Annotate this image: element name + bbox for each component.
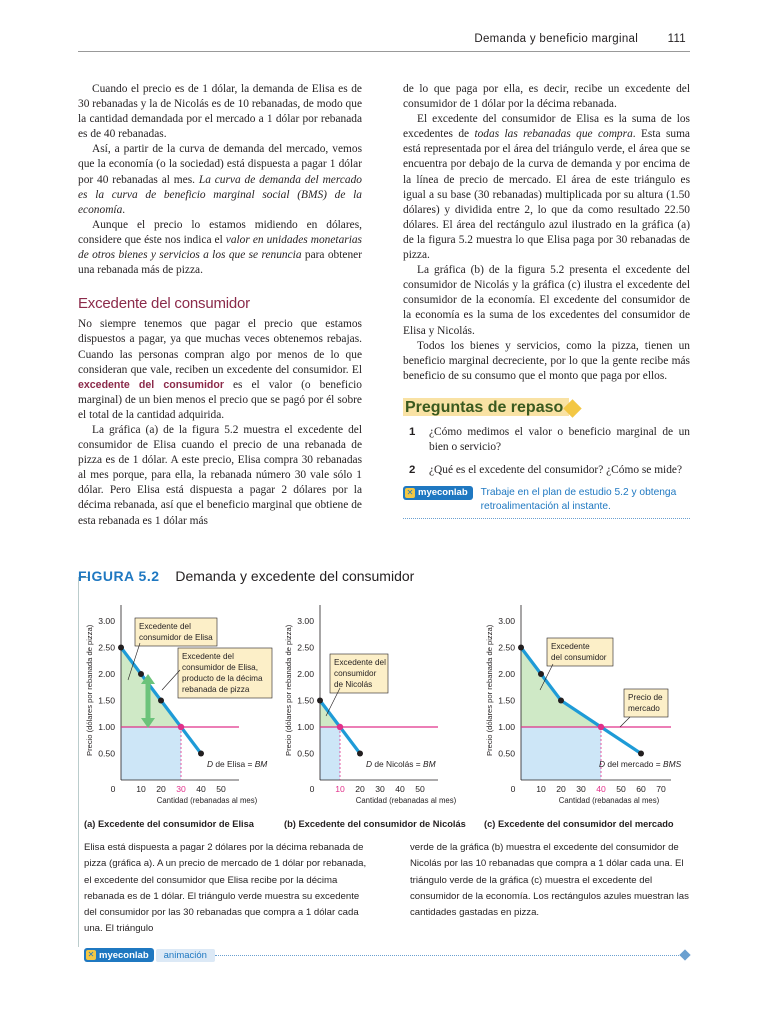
y-tick-label: 0.50	[297, 748, 314, 759]
y-tick-label: 2.50	[297, 642, 314, 653]
y-axis-label: Precio (dólares por rebanada de pizza)	[284, 624, 293, 756]
chart-b-title: (b) Excedente del consumidor de Nicolás	[284, 819, 466, 829]
expenditure-rect	[521, 727, 601, 780]
demand-point	[558, 698, 564, 704]
y-tick-label: 2.00	[98, 669, 115, 679]
review-title: Preguntas de repaso	[403, 398, 569, 416]
equilibrium-point	[337, 724, 343, 730]
demand-point	[357, 751, 363, 757]
myeconlab-badge[interactable]: ✕ myeconlab	[403, 486, 473, 500]
y-tick-label: 0.50	[98, 748, 115, 759]
paragraph: Así, a partir de la curva de demanda del mercado, vemos que la economía (o la sociedad) está dispuesta a pagar 1 dólar por 40 rebanadas al mes. La curva de demanda del mercado es la curva de beneficio marginal social (BMS) de la economía.	[78, 143, 362, 216]
figure-number: FIGURA 5.2	[78, 568, 160, 584]
y-tick-label: 3.00	[297, 616, 314, 626]
y-axis-label: Precio (dólares por rebanada de pizza)	[485, 624, 494, 756]
y-tick-label: 1.00	[297, 722, 314, 732]
animation-button[interactable]: animación	[156, 949, 215, 962]
annotation-tenth-slice-text: Excedente del	[182, 652, 234, 661]
y-tick-label: 3.00	[498, 616, 515, 626]
x-axis-label: Cantidad (rebanadas al mes)	[355, 796, 457, 805]
x-tick-label: 10	[335, 784, 345, 794]
y-tick-label: 1.50	[98, 695, 115, 706]
y-tick-label: 1.00	[98, 722, 115, 732]
chart-c-title: (c) Excedente del consumidor del mercado	[484, 819, 674, 829]
demand-point	[518, 645, 524, 651]
key-term: excedente del consumidor	[78, 378, 224, 391]
y-tick-label: 2.50	[98, 642, 115, 653]
x-tick-label: 50	[616, 784, 626, 794]
y-axis-label: Precio (dólares por rebanada de pizza)	[85, 624, 94, 756]
paragraph: de lo que paga por ella, es decir, recibe un excedente del consumidor de 1 dólar por la décima rebanada.	[403, 83, 690, 111]
x-axis-label: Cantidad (rebanadas al mes)	[156, 796, 258, 805]
equilibrium-point	[598, 724, 604, 730]
paragraph: Aunque el precio lo estamos midiendo en dólares, considere que éste nos indica el valor en unidades monetarias de otros bienes y servicios a los que se renuncia para obtener una rebanada más de pizza.	[78, 218, 362, 277]
y-tick-label: 2.00	[297, 669, 314, 679]
figure-caption-left: Elisa está dispuesta a pagar 2 dólares por la décima rebanada de pizza (gráfica a). A un precio de mercado de 1 dólar por rebanada, el excedente del consumidor que Elisa recibe por la décima rebanada es de 1 dólar. El triángulo verde muestra su excedente del consumidor por las 30 rebanadas que compra a 1 dólar cada una. El triángulo	[84, 842, 367, 935]
paragraph: La gráfica (a) de la figura 5.2 muestra el excedente del consumidor de Elisa cuando el precio de una rebanada de pizza es de 1 dólar. A este precio, Elisa compra 30 rebanadas al mes porque, para ella, la rebanada número 30 vale sólo 1 dólar. Pero Elisa está dispuesta a pagar 2 dólares por la décima rebanada, así que el beneficio marginal que obtiene de esta rebanada es 1 dólar más	[78, 423, 362, 527]
x-tick-label: 30	[576, 784, 586, 794]
x-tick-label: 50	[216, 784, 226, 794]
annotation-market-price-text: mercado	[628, 704, 660, 713]
demand-point	[638, 751, 644, 757]
paragraph: Todos los bienes y servicios, como la pizza, tienen un beneficio marginal decreciente, por lo que la gente recibe más beneficio de su consumo que el monto que paga por ellos.	[403, 339, 690, 382]
annotation-surplus-market-text: Excedente	[551, 642, 590, 651]
y-tick-label: 1.50	[297, 695, 314, 706]
demand-point	[198, 751, 204, 757]
x-logo-icon: ✕	[406, 487, 414, 497]
y-tick-label: 2.00	[498, 669, 515, 679]
demand-point	[538, 671, 544, 677]
paragraph: Cuando el precio es de 1 dólar, la demanda de Elisa es de 30 rebanadas y la de Nicolás es de 10 rebanadas, de modo que la cantidad demandada por el mercado a 1 dólar por rebanada es de 40 rebanadas.	[78, 83, 362, 141]
x-tick-label: 0	[510, 784, 516, 794]
annotation-surplus-elisa-text: Excedente del	[139, 622, 191, 631]
annotation-tenth-slice-text: consumidor de Elisa,	[182, 663, 258, 672]
x-tick-label: 60	[636, 784, 646, 794]
annotation-leader	[620, 717, 630, 727]
demand-label: D de Elisa = BM	[207, 759, 268, 769]
paragraph: La gráfica (b) de la figura 5.2 presenta el excedente del consumidor de Nicolás y la gráfica (c) ilustra el excedente del consumidor de la economía. El excedente del consumidor de la economía es la suma de los excedentes del consumidor de Elisa y Nicolás.	[403, 264, 690, 337]
annotation-tenth-slice-text: producto de la décima	[182, 674, 263, 683]
y-tick-label: 1.00	[498, 722, 515, 732]
x-tick-label: 10	[136, 784, 146, 794]
annotation-surplus-nicolas-text: de Nicolás	[334, 680, 373, 689]
equilibrium-point	[178, 724, 184, 730]
x-tick-label: 70	[656, 784, 666, 794]
x-tick-label: 30	[176, 784, 186, 794]
x-logo-icon: ✕	[87, 950, 95, 959]
paragraph: El excedente del consumidor de Elisa es la suma de los excedentes de todas las rebanadas que compra. Esta suma está representada por el área del triángulo verde, el área que se encuentra por debajo de la curva de demanda y por encima de la línea de precio de mercado. El área de este triángulo es igual a su base (30 rebanadas) multiplicada por su altura (1.50 dólares) y dividida entre 2, lo que da como resultado 22.50 dólares. El área del rectángulo azul ilustrado en la gráfica (a) de la figura 5.2 muestra lo que Elisa paga por 30 rebanadas de pizza.	[403, 113, 690, 262]
myeconlab-badge[interactable]: ✕ myeconlab	[84, 948, 154, 962]
demand-point	[317, 698, 323, 704]
annotation-surplus-nicolas-text: consumidor	[334, 669, 377, 678]
x-tick-label: 20	[556, 784, 566, 794]
demand-point	[138, 671, 144, 677]
annotation-leader	[162, 670, 180, 690]
footer-rule	[215, 955, 681, 956]
x-tick-label: 40	[196, 784, 206, 794]
annotation-surplus-market-text: del consumidor	[551, 653, 607, 662]
x-tick-label: 0	[110, 784, 116, 794]
x-tick-label: 40	[596, 784, 606, 794]
running-title: Demanda y beneficio marginal	[474, 33, 639, 45]
y-tick-label: 3.00	[98, 616, 115, 626]
animation-link[interactable]	[84, 948, 215, 962]
x-tick-label: 20	[355, 784, 365, 794]
expenditure-rect	[121, 727, 181, 780]
annotation-market-price-text: Precio de	[628, 693, 663, 702]
paragraph: No siempre tenemos que pagar el precio que estamos dispuestos a pagar, ya que muchas veces obtenemos rebajas. Cuando las personas compran algo por menos de lo que consideran que vale, reciben un excedente del consumidor. El excedente del consumidor es el valor (o beneficio marginal) de un bien menos el precio que se pagó por él sobre el total de la cantidad adquirida.	[78, 318, 362, 421]
x-tick-label: 50	[415, 784, 425, 794]
study-plan-text[interactable]: Trabaje en el plan de estudio 5.2 y obtenga retroalimentación al instante.	[480, 486, 677, 512]
figure-title: Demanda y excedente del consumidor	[175, 568, 415, 584]
section-title: Excedente del consumidor	[78, 295, 250, 313]
annotation-surplus-elisa-text: consumidor de Elisa	[139, 633, 213, 642]
demand-label: D de Nicolás = BM	[366, 759, 436, 769]
x-tick-label: 30	[375, 784, 385, 794]
annotation-tenth-slice-text: rebanada de pizza	[182, 685, 250, 694]
x-tick-label: 40	[395, 784, 405, 794]
page-number: 111	[667, 33, 686, 45]
demand-label: D del mercado = BMS	[599, 759, 682, 769]
x-tick-label: 0	[309, 784, 315, 794]
figure-caption-right: verde de la gráfica (b) muestra el excedente del consumidor de Nicolás por las 10 rebanadas que compra a 1 dólar cada una. El triángulo verde de la gráfica (c) muestra el excedente del consumidor de la economía. Los rectángulos azules muestran las cantidades gastadas en pizza.	[410, 842, 689, 919]
review-question: 1 ¿Cómo medimos el valor o beneficio marginal de un bien o servicio?	[409, 425, 690, 453]
y-tick-label: 0.50	[498, 748, 515, 759]
x-tick-label: 20	[156, 784, 166, 794]
demand-point	[118, 645, 124, 651]
y-tick-label: 2.50	[498, 642, 515, 653]
expenditure-rect	[320, 727, 340, 780]
chart-a-title: (a) Excedente del consumidor de Elisa	[84, 819, 254, 829]
annotation-surplus-nicolas-text: Excedente del	[334, 658, 386, 667]
demand-point	[158, 698, 164, 704]
y-tick-label: 1.50	[498, 695, 515, 706]
review-question: 2 ¿Qué es el excedente del consumidor? ¿Cómo se mide?	[409, 463, 683, 476]
x-tick-label: 10	[536, 784, 546, 794]
x-axis-label: Cantidad (rebanadas al mes)	[558, 796, 660, 805]
